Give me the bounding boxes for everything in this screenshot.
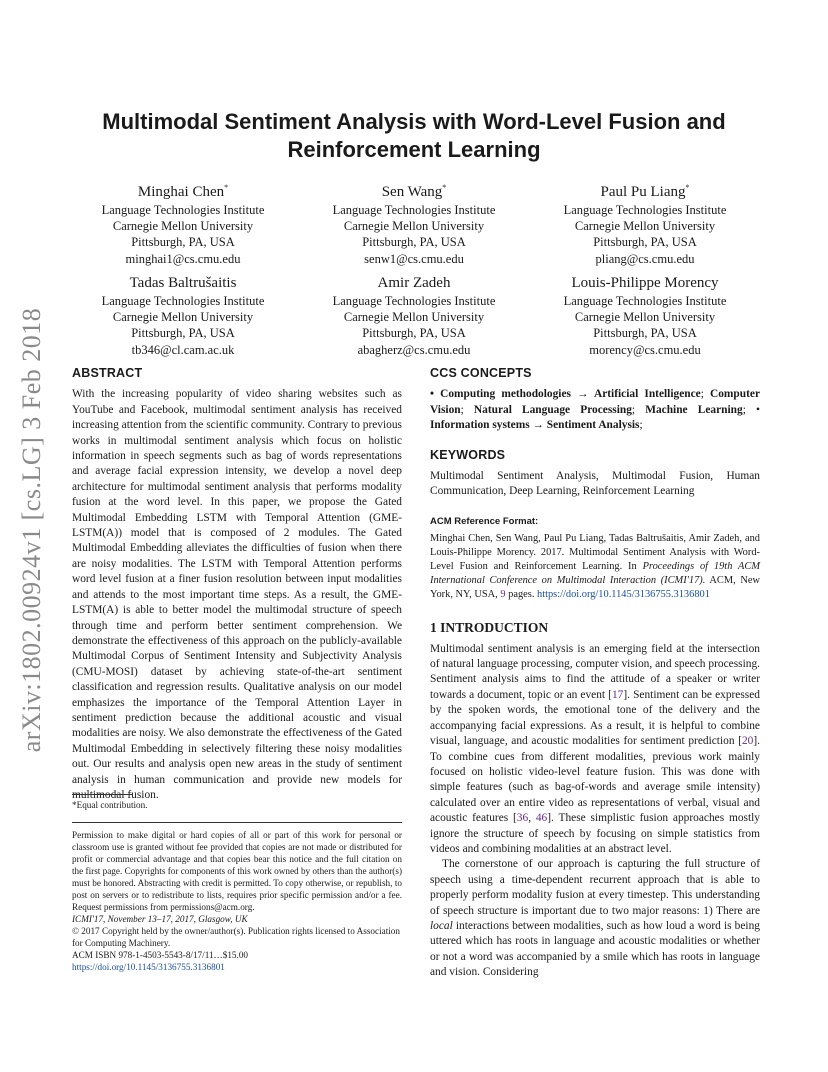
author-university: Carnegie Mellon University (112, 219, 254, 234)
ccs-bullet: • (430, 388, 441, 401)
author-name: Sen Wang (381, 184, 443, 200)
keywords-text: Multimodal Sentiment Analysis, Multimodal Fusion, Human Communication, Deep Learning, Reinforcement Learning (430, 470, 760, 498)
paper-title (72, 108, 756, 164)
copyright-notice: © 2017 Copyright held by the owner/author(s). Publication rights licensed to Association for Computing Machinery. (72, 926, 400, 948)
ccs-concepts: • Computing methodologies → Artificial Intelligence; Computer Vision; Natural Language Processing; Machine Learning; • Information systems → Sentiment Analysis; (430, 388, 760, 432)
author-email: morency@cs.cmu.edu (589, 342, 701, 357)
author-university: Carnegie Mellon University (112, 310, 254, 325)
right-column (430, 366, 760, 981)
author-university: Carnegie Mellon University (343, 219, 485, 234)
arxiv-identifier: arXiv:1802.00924v1 [cs.LG] 3 Feb 2018 (17, 307, 46, 753)
arxiv-sidebar (6, 300, 58, 760)
author-email: senw1@cs.cmu.edu (364, 251, 464, 266)
reference-doi-link[interactable]: https://doi.org/10.1145/3136755.3136801 (537, 589, 710, 601)
equal-contribution-mark: * (442, 183, 447, 192)
proceedings-title: Proceedings of 19th ACM International Conference on Multimodal Interaction (ICMI'17). (430, 561, 760, 587)
author-city: Pittsburgh, PA, USA (131, 235, 235, 250)
title-line-1: Multimodal Sentiment Analysis with Word-Level Fusion and (102, 109, 726, 134)
author-city: Pittsburgh, PA, USA (362, 326, 466, 341)
author-block (534, 178, 756, 267)
author-email: pliang@cs.cmu.edu (595, 251, 695, 266)
ccs-item: Machine Learning (645, 403, 743, 416)
permission-rule (72, 822, 402, 823)
author-row-2 (72, 273, 756, 358)
footnote-area (72, 794, 402, 811)
author-name: Tadas Baltrušaitis (129, 275, 237, 291)
ccs-item: Computing methodologies → Artificial Intelligence (440, 388, 701, 401)
author-department: Language Technologies Institute (101, 294, 265, 308)
isbn: ACM ISBN 978-1-4503-5543-8/17/11…$15.00 (72, 950, 249, 960)
author-city: Pittsburgh, PA, USA (362, 235, 466, 250)
author-city: Pittsburgh, PA, USA (593, 235, 697, 250)
abstract-text: With the increasing popularity of video sharing websites such as YouTube and Facebook, multimodal sentiment analysis has received increasing attention from the scientific community. Contrary to previous works in multimodal sentiment analysis which focus on holistic information in speech segments such as bag of words representations and average facial expression intensity, we develop a novel deep architecture for multimodal sentiment analysis that performs modality fusion at the word level. In this paper, we propose the Gated Multimodal Embedding LSTM with Temporal Attention (GME-LSTM(A)) model that is composed of 2 modules. The Gated Multimodal Embedding alleviates the difficulties of fusion when there are noisy modalities. The LSTM with Temporal Attention performs word level fusion at a finer fusion resolution between input modalities and attends to the most important time steps. As a result, the GME-LSTM(A) is able to better model the multimodal structure of speech through time and perform better sentiment comprehension. We demonstrate the effectiveness of this approach on the publicly-available Multimodal Corpus of Sentiment Intensity and Subjectivity Analysis (CMU-MOSI) dataset by achieving state-of-the-art sentiment classification and regression results. Qualitative analysis on our model emphasizes the importance of the Temporal Attention Layer in sentiment prediction because the additional acoustic and visual modalities are noisy. We also demonstrate the effectiveness of the Gated Multimodal Embedding in selectively filtering these noisy modalities out. Our results and analysis open new areas in the study of sentiment analysis in human communication and provide new models for multimodal fusion. (72, 388, 402, 801)
author-block (72, 273, 294, 358)
equal-contribution-mark: * (685, 183, 690, 192)
acm-reference-heading: ACM Reference Format: (430, 515, 539, 527)
title-line-2: Reinforcement Learning (287, 137, 541, 162)
intro-paragraph-2: The cornerstone of our approach is capturing the full structure of speech using a time-dependent recurrent approach that is able to properly perform modality fusion at every timestep. This understanding of speech structure is important due to two major reasons: 1) There are local interactions between modalities, such as how loud a word is being uttered which has roots in language and acoustic modalities or whether or not a word was accompanied by a smile which has roots in language and vision. Considering (430, 858, 760, 979)
acm-reference-text: Minghai Chen, Sen Wang, Paul Pu Liang, Tadas Baltrušaitis, Amir Zadeh, and Louis-Philippe Morency. 2017. Multimodal Sentiment Analysis with Word-Level Fusion and Reinforcement Learning. In Proceedings of 19th ACM International Conference on Multimodal Interaction (ICMI'17). ACM, New York, NY, USA, 9 pages. https://doi.org/10.1145/3136755.3136801 (430, 533, 760, 601)
permission-doi-link[interactable]: https://doi.org/10.1145/3136755.3136801 (72, 962, 225, 972)
author-email: minghai1@cs.cmu.edu (125, 251, 241, 266)
equal-contribution-mark: * (224, 183, 229, 192)
conference-venue: ICMI'17, November 13–17, 2017, Glasgow, UK (72, 914, 248, 924)
author-block (72, 178, 294, 267)
author-name: Minghai Chen (137, 184, 225, 200)
author-email: abagherz@cs.cmu.edu (357, 342, 471, 357)
citation-link[interactable]: 36 (516, 812, 529, 825)
author-block (303, 273, 525, 358)
abstract-heading: ABSTRACT (72, 366, 143, 380)
author-department: Language Technologies Institute (563, 203, 727, 217)
permission-block (72, 822, 402, 973)
permission-text: Permission to make digital or hard copies of all or part of this work for personal or classroom use is granted without fee provided that copies are not made or distributed for profit or commercial advantage and that copies bear this notice and the full citation on the first page. Copyrights for components of this work owned by others than the author(s) must be honored. Abstracting with credit is permitted. To copy otherwise, or republish, to post on servers or to redistribute to lists, requires prior specific permission and/or a fee. Request permissions from permissions@acm.org. (72, 830, 402, 912)
author-name: Louis-Philippe Morency (571, 275, 719, 291)
author-city: Pittsburgh, PA, USA (131, 326, 235, 341)
author-name: Paul Pu Liang (600, 184, 686, 200)
author-university: Carnegie Mellon University (574, 219, 716, 234)
equal-contribution-footnote: *Equal contribution. (72, 800, 148, 810)
author-block (303, 178, 525, 267)
author-department: Language Technologies Institute (332, 294, 496, 308)
intro-paragraph-1: Multimodal sentiment analysis is an emerging field at the intersection of natural language processing, computer vision, and speech processing. Sentiment analysis aims to find the attitude of a speaker or writer towards a document, topic or an event [17]. Sentiment can be expressed by the spoken words, the emotional tone of the delivery and the accompanying facial expressions. As a result, it is helpful to combine visual, language, and acoustic modalities for sentiment prediction [20]. To combine cues from different modalities, previous work mainly focused on holistic video-level feature fusion. This was done with simple features (such as bag-of-words and average smile intensity) calculated over an entire video as representations of verbal, visual and acoustic features [36, 46]. These simplistic fusion approaches mostly ignore the structure of speech by focusing on simple statistics from videos and combining modalities at an abstract level. (430, 642, 760, 855)
author-department: Language Technologies Institute (332, 203, 496, 217)
author-department: Language Technologies Institute (563, 294, 727, 308)
author-city: Pittsburgh, PA, USA (593, 326, 697, 341)
ccs-item: Computer Vision (430, 388, 760, 416)
author-university: Carnegie Mellon University (574, 310, 716, 325)
citation-link[interactable]: 17 (611, 688, 624, 701)
author-row-1 (72, 178, 756, 267)
ccs-item: Information systems → Sentiment Analysis (430, 419, 640, 432)
author-email: tb346@cl.cam.ac.uk (131, 342, 235, 357)
pages-link[interactable]: 9 (500, 589, 506, 601)
author-name: Amir Zadeh (377, 275, 451, 291)
footnote-rule (72, 794, 132, 795)
author-block (534, 273, 756, 358)
left-column (72, 366, 402, 803)
ccs-heading: CCS CONCEPTS (430, 366, 532, 380)
citation-link[interactable]: 20 (741, 735, 754, 748)
author-department: Language Technologies Institute (101, 203, 265, 217)
author-university: Carnegie Mellon University (343, 310, 485, 325)
keywords-heading: KEYWORDS (430, 447, 506, 462)
citation-link[interactable]: 46 (535, 812, 548, 825)
emphasis-local: local (430, 919, 453, 932)
ccs-item: Natural Language Processing (473, 403, 632, 416)
introduction-heading: 1 INTRODUCTION (430, 620, 549, 636)
